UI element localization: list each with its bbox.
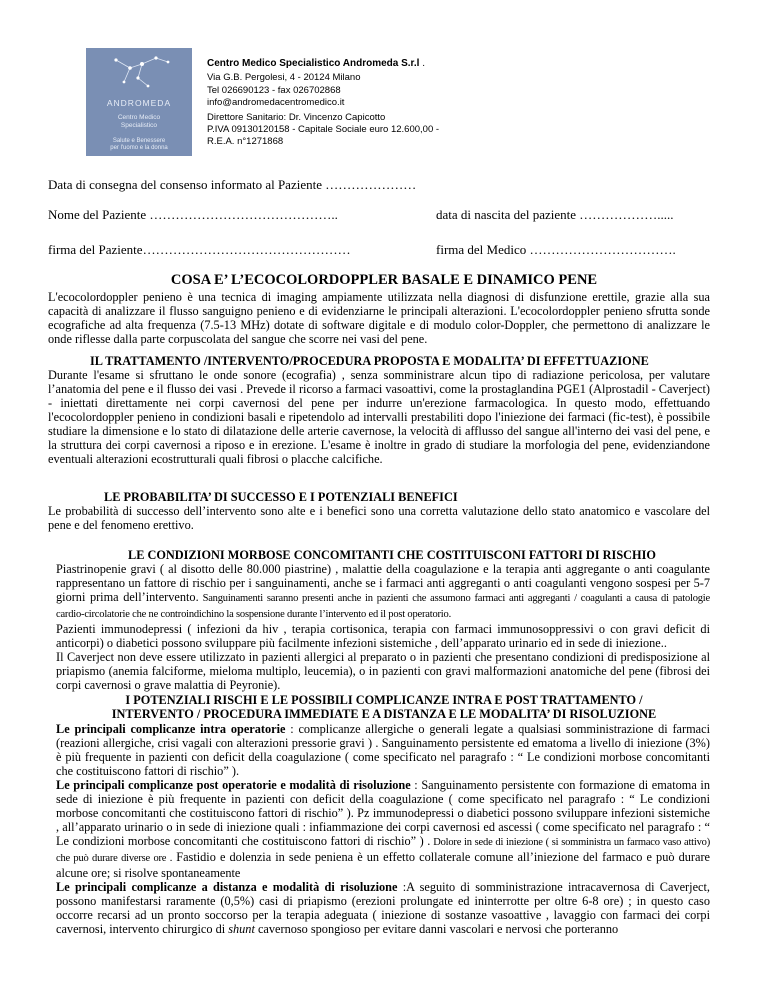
section5-title-line1: I POTENZIALI RISCHI E LE POSSIBILI COMPLICANZE INTRA E POST TRATTAMENTO / (125, 693, 643, 707)
company-email: info@andromedacentromedico.it (207, 97, 345, 109)
patient-name-field[interactable]: Nome del Paziente …………………………………….. (48, 207, 338, 222)
section5-paragraph3: Le principali complicanze a distanza e modalità di risoluzione :A seguito di somministrazione intracavernosa di Caverject, possono manifestarsi raramente (0,5%) casi di priapismo (erezioni prolungate ed ininterrotte per oltre 6-8 ore) ; in questo caso occorre recarsi ad un pronto soccorso per la terapia adeguata ( iniezione di sostanze vasoattive , lavaggio con farmaci dei corpi cavernosi, intervento chirurgico di shunt cavernoso spongioso per evitare danni vascolari e nervosi che porteranno (56, 880, 710, 936)
section5-title (0, 693, 768, 721)
section4-title: LE CONDIZIONI MORBOSE CONCOMITANTI CHE COSTITUISCONI FATTORI DI RISCHIO (128, 548, 656, 562)
company-phone: Tel 026690123 - fax 026702868 (207, 84, 341, 96)
section5-title-line2: INTERVENTO / PROCEDURA IMMEDIATE E A DISTANZA E LE MODALITA’ DI RISOLUZIONE (111, 707, 657, 721)
company-director: Direttore Sanitario: Dr. Vincenzo Capicotto (207, 111, 386, 123)
logo-sub-line1: Centro Medico (117, 114, 161, 121)
company-name: Centro Medico Specialistico Andromeda S.r.l . (207, 58, 426, 69)
birth-date-field[interactable]: data di nascita del paziente ………………..... (436, 207, 674, 222)
section2-text: Durante l'esame si sfruttano le onde sonore (ecografia) , senza somministrare alcun tipo di radiazione pericolosa, per valutare l’anatomia del pene e il flusso dei vasi . Prevede il ricorso a farmaci vasoattivi, come la prostaglandina PGE1 (Alprostadil - Caverject) - iniettati direttamente nei corpi cavernosi del pene per indurre un'erezione farmacologica. In questo modo, effettuando l'ecocolordoppler penieno in condizioni basali e ripetendolo ad intervalli prestabiliti dopo l'iniezione dei farmaci (fic-test), è possibile studiare la dimensione e lo stato di dilatazione delle arterie cavernose, la velocità di afflusso del sangue all'interno dei vasi del pene, e la struttura dei corpi cavernosi a riposo e in erezione. L'esame è inoltre in grado di studiare la morfologia del pene, evidenziandone eventuali alterazioni ecostrutturali quali fibrosi o placche calcifiche. (48, 368, 710, 466)
section1-text: L'ecocolordoppler penieno è una tecnica di imaging ampiamente utilizzata nella diagnosi di disfunzione erettile, grazie alla sua capacità di analizzare il flusso sanguigno penieno e di evidenziarne le principali alterazioni. L'ecocolordoppler penieno sfrutta sonde ecografiche ad alta frequenza (7.5-13 MHz) dotate di software digitale e di modulo color-Doppler, che permettono di analizzare le onde riflesse dalla parte corpuscolata del sangue che scorre nei vasi del pene. (48, 290, 710, 346)
section4-paragraph2: Pazienti immunodepressi ( infezioni da hiv , terapia cortisonica, terapia con farmaci immunosoppressivi o con gravi deficit di anticorpi) o diabetici possono sviluppare più facilmente infezioni sistemiche , dell’apparato urinario ed in sede di iniezione.. (56, 622, 710, 650)
main-title: COSA E’ L’ECOCOLORDOPPLER BASALE E DINAMICO PENE (170, 272, 598, 288)
logo-sub-line2: Specialistico (120, 122, 158, 129)
doctor-signature-field[interactable]: firma del Medico ……………………………. (436, 242, 676, 257)
section4-paragraph3: Il Caverject non deve essere utilizzato in pazienti allergici al preparato o in pazienti che presentano condizioni di predisposizione al priapismo (anemia falciforme, mieloma multiplo, leucemia), o in pazienti con gravi malformazioni anatomiche del pene (fibrosi dei corpi cavernosi o grave malattia di Peyronie). (56, 650, 710, 692)
section3-text: Le probabilità di successo dell’intervento sono alte e i benefici sono una corretta valutazione dello stato anatomico e vascolare del pene e del fenomeno erettivo. (48, 504, 710, 532)
company-logo (86, 48, 192, 156)
company-vat: P.IVA 09130120158 - Capitale Sociale euro 12.600,00 - (207, 124, 440, 136)
section4-text (56, 562, 710, 692)
company-info (207, 58, 439, 149)
section2-title: IL TRATTAMENTO /INTERVENTO/PROCEDURA PROPOSTA E MODALITA’ DI EFFETTUAZIONE (90, 354, 649, 368)
section5-text (56, 722, 710, 936)
company-rea: R.E.A. n°1271868 (207, 136, 284, 148)
patient-signature-field[interactable]: firma del Paziente………………………………………… (48, 242, 351, 257)
logo-subtitle (86, 114, 192, 130)
section5-paragraph2: Le principali complicanze post operatorie e modalità di risoluzione : Sanguinamento persistente con formazione di ematoma in sede di iniezione è più frequente in pazienti con deficit della coagulazione ( come specificato nel paragrafo : “ Le condizioni morbose concomitanti che costituiscono fattori di rischio” ). Pz immunodepressi o diabetici possono sviluppare infezioni sistemiche , all’apparato urinario o in sede di iniezione quali : infiammazione dei corpi cavernosi ed ascessi ( come specificato nel paragrafo : “ Le condizioni morbose concomitanti che costituiscono fattori di rischio” ) . Dolore in sede di iniezione ( si somministra un farmaco vaso attivo) che può durare diverse ore . Fastidio e dolenzia in sede peniena è un effetto collaterale comune all’iniezione del farmaco e può durare alcune ore; si risolve spontaneamente (56, 778, 711, 880)
logo-name: ANDROMEDA (106, 98, 172, 108)
company-address: Via G.B. Pergolesi, 4 - 20124 Milano (207, 72, 361, 84)
section3-title: LE PROBABILITA’ DI SUCCESSO E I POTENZIALI BENEFICI (104, 490, 458, 504)
constellation-icon (86, 48, 192, 98)
section4-paragraph1: Piastrinopenie gravi ( al disotto delle 80.000 piastrine) , malattie della coagulazione e la terapia anti aggregante o anti coagulante rappresentano un fattore di rischio per i sanguinamenti, anche se i farmaci anti aggreganti o anti coagulanti vengono sospesi per 5-7 giorni prima dell’intervento. Sanguinamenti saranno presenti anche in pazienti che assumono farmaci anti aggreganti / coagulanti a causa di patologie cardio-circolatorie che ne controindichino la sospensione durante l’intervento ed il post operatorio. (56, 562, 710, 620)
logo-tag-line1: Salute e Benessere (112, 138, 166, 144)
logo-tag-line2: per l'uomo e la donna (110, 145, 168, 151)
consent-date-field[interactable]: Data di consegna del consenso informato al Paziente ………………… (48, 177, 417, 192)
logo-tagline (86, 138, 192, 152)
section5-paragraph1: Le principali complicanze intra operatorie : complicanze allergiche o generali legate a qualsiasi somministrazione di farmaci (reazioni allergiche, crisi vagali con alterazioni pressorie gravi ) . Sanguinamento persistente ed ematoma a livello di iniezione (3%) è più frequente in pazienti con deficit della coagulazione ( come specificato nel paragrafo : “ Le condizioni morbose concomitanti che costituiscono fattori di rischio” ). (56, 722, 711, 778)
